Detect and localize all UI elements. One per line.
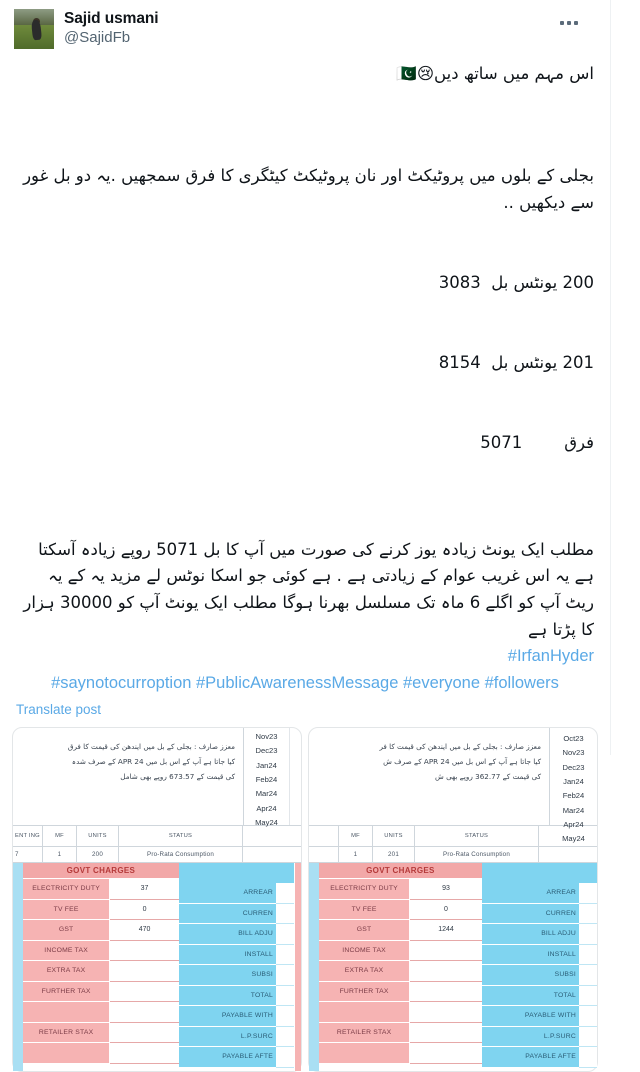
charge-value — [410, 961, 482, 982]
bill-right-months-column — [549, 728, 597, 844]
author-handle[interactable]: @SajidFb — [64, 28, 131, 46]
charge-label — [23, 1043, 110, 1064]
summary-row — [482, 924, 597, 945]
charge-label: RETAILER STAX — [23, 1023, 110, 1044]
table-header-row — [13, 826, 301, 847]
summary-value — [579, 965, 597, 986]
summary-panel-top-pad — [482, 863, 597, 883]
summary-label: ARREAR — [482, 883, 579, 904]
charge-row — [23, 1002, 179, 1023]
summary-label: BILL ADJU — [482, 924, 579, 945]
cell-spacer — [539, 847, 597, 863]
charge-value — [110, 1002, 179, 1023]
summary-row — [482, 1047, 597, 1068]
govt-charges-title: GOVT CHARGES — [23, 863, 179, 879]
post-text-line-1: اس مہم میں ساتھ دیں😢🇵🇰 — [396, 64, 594, 83]
bill-right-meter-table — [309, 826, 597, 863]
summary-value — [276, 1047, 294, 1068]
cell-units: 201 — [373, 847, 415, 863]
month-item: Feb24 — [562, 791, 585, 801]
avatar[interactable] — [14, 9, 54, 49]
summary-value — [579, 1006, 597, 1027]
col-header-spacer — [539, 826, 597, 847]
bill-left-notice-text — [13, 728, 243, 825]
month-item: Oct23 — [563, 734, 584, 744]
charge-row — [23, 941, 179, 962]
summary-value — [276, 965, 294, 986]
table-row — [13, 847, 301, 863]
charge-label: GST — [23, 920, 110, 941]
table-row — [309, 847, 597, 863]
bill-right-charges — [309, 863, 597, 1071]
author-names — [64, 9, 158, 46]
summary-value — [276, 924, 294, 945]
charge-label — [23, 1002, 110, 1023]
summary-label: INSTALL — [179, 945, 276, 966]
summary-row — [482, 945, 597, 966]
charge-row — [319, 879, 482, 900]
summary-row — [482, 965, 597, 986]
hashtag-line-2[interactable]: #saynotocurroption #PublicAwarenessMessage #everyone #followers — [51, 673, 559, 692]
charge-label: INCOME TAX — [23, 941, 110, 962]
charge-row — [23, 920, 179, 941]
charge-row — [23, 961, 179, 982]
col-header-units: UNITS — [77, 826, 119, 847]
summary-label: CURREN — [179, 904, 276, 925]
cell-ent: 7 — [13, 847, 43, 863]
charge-value: 93 — [410, 879, 482, 900]
summary-label: ARREAR — [179, 883, 276, 904]
summary-value — [276, 1027, 294, 1048]
media-attachments — [0, 727, 610, 1072]
bill-left-edge-column — [289, 728, 301, 825]
charge-value: 1244 — [410, 920, 482, 941]
col-header-spacer — [243, 826, 301, 847]
cell-status: Pro-Rata Consumption — [119, 847, 243, 863]
charge-value — [410, 1002, 482, 1023]
month-item: Mar24 — [255, 789, 278, 799]
month-item: Nov23 — [562, 748, 585, 758]
charge-label: ELECTRICITY DUTY — [23, 879, 110, 900]
charge-label: FURTHER TAX — [23, 982, 110, 1003]
charge-row — [23, 982, 179, 1003]
charge-row — [319, 920, 482, 941]
bill-left-meter-table — [13, 826, 301, 863]
notice-line-3: کی قیمت کے 362.77 روپے بھی ش — [435, 771, 541, 781]
notice-line-1: معزز صارف : بجلی کے بل میں ایندھن کی قیمت کا فرق — [67, 742, 235, 752]
charge-row — [23, 1023, 179, 1044]
col-header-units: UNITS — [373, 826, 415, 847]
month-item: May24 — [255, 817, 278, 827]
charge-row — [23, 900, 179, 921]
charge-label: TV FEE — [319, 900, 410, 921]
charge-label: RETAILER STAX — [319, 1023, 410, 1044]
summary-label: INSTALL — [482, 945, 579, 966]
summary-label: CURREN — [482, 904, 579, 925]
cell-ent — [309, 847, 339, 863]
charge-value — [110, 1043, 179, 1064]
notice-line-2: کیا جاتا ہے آپ کے اس بل میں APR 24 کے صرف ش — [383, 756, 541, 766]
bill-left-notice-band — [13, 728, 301, 826]
summary-row — [482, 986, 597, 1007]
month-item: Apr24 — [563, 819, 584, 829]
charge-value — [410, 1043, 482, 1064]
summary-value — [579, 1027, 597, 1048]
bill-right-blue-strip — [309, 863, 319, 1071]
summary-label: L.P.SURC — [482, 1027, 579, 1048]
right-rail-divider — [610, 0, 611, 755]
charge-value — [410, 1023, 482, 1044]
units-200-line: 200 یونٹس بل 3083 — [438, 273, 594, 293]
charge-value — [110, 961, 179, 982]
hashtag-line-1[interactable]: #IrfanHyder — [507, 647, 594, 666]
charge-value — [110, 941, 179, 962]
charge-label: INCOME TAX — [319, 941, 410, 962]
summary-value — [579, 945, 597, 966]
bill-right-summary-panel — [482, 863, 597, 1071]
col-header-ent: ENT ING — [13, 826, 43, 847]
cell-mf: 1 — [339, 847, 373, 863]
charge-label: TV FEE — [23, 900, 110, 921]
bill-left-months-column — [243, 728, 289, 825]
post-text-paragraph-1 — [16, 110, 594, 511]
charge-label — [319, 1043, 410, 1064]
bill-left-blue-strip — [13, 863, 23, 1071]
summary-value — [579, 904, 597, 925]
bill-left-govt-charges — [23, 863, 179, 1071]
summary-value — [579, 986, 597, 1007]
summary-row — [482, 883, 597, 904]
col-header-status: STATUS — [415, 826, 539, 847]
bill-left-summary-panel — [179, 863, 294, 1071]
cell-spacer — [243, 847, 301, 863]
summary-value — [276, 945, 294, 966]
summary-label: L.P.SURC — [179, 1027, 276, 1048]
summary-row — [179, 1027, 294, 1048]
month-item: Jan24 — [563, 777, 584, 787]
charge-label: ELECTRICITY DUTY — [319, 879, 410, 900]
col-header-ent — [309, 826, 339, 847]
summary-row — [179, 924, 294, 945]
dot-3 — [574, 21, 578, 25]
charge-label: FURTHER TAX — [319, 982, 410, 1003]
bill-image-right[interactable] — [308, 727, 598, 1072]
cell-status: Pro-Rata Consumption — [415, 847, 539, 863]
cell-mf: 1 — [43, 847, 77, 863]
summary-label: PAYABLE AFTE — [179, 1047, 276, 1068]
post-body — [0, 61, 610, 717]
post-header — [0, 0, 610, 49]
summary-value — [276, 883, 294, 904]
units-201-line: 201 یونٹس بل 8154 — [438, 353, 594, 373]
summary-label: PAYABLE AFTE — [482, 1047, 579, 1068]
summary-label: SUBSI — [482, 965, 579, 986]
month-item: Apr24 — [256, 803, 277, 813]
charge-row — [319, 982, 482, 1003]
charge-value: 0 — [410, 900, 482, 921]
summary-value — [579, 1047, 597, 1068]
charge-row — [23, 879, 179, 900]
summary-row — [482, 1006, 597, 1027]
month-item: Jan24 — [256, 760, 277, 770]
charge-row — [319, 941, 482, 962]
notice-line-1: معزز صارف : بجلی کے بل میں ایندھن کی قیمت کا فر — [379, 742, 541, 752]
notice-line-2: کیا جاتا ہے آپ کے اس بل میں APR 24 کے صرف شدہ — [71, 756, 235, 766]
summary-label: BILL ADJU — [179, 924, 276, 945]
notice-line-3: کی قیمت کے 673.57 روپے بھی شامل — [120, 771, 235, 781]
summary-value — [276, 1006, 294, 1027]
charge-label: EXTRA TAX — [319, 961, 410, 982]
month-item: Dec23 — [562, 762, 585, 772]
summary-label: SUBSI — [179, 965, 276, 986]
month-item: Nov23 — [255, 732, 278, 742]
charge-value — [410, 941, 482, 962]
charge-row — [319, 1002, 482, 1023]
charge-row — [319, 1023, 482, 1044]
summary-row — [179, 1047, 294, 1068]
summary-value — [579, 924, 597, 945]
summary-value — [276, 986, 294, 1007]
dot-2 — [567, 21, 571, 25]
summary-label: TOTAL — [179, 986, 276, 1007]
bill-left-right-edge — [294, 863, 301, 1071]
bill-left-charges — [13, 863, 301, 1071]
summary-label: PAYABLE WITH — [482, 1006, 579, 1027]
summary-row — [179, 945, 294, 966]
month-item: Mar24 — [562, 805, 585, 815]
charge-row — [23, 1043, 179, 1064]
paragraph-1-text: بجلی کے بلوں میں پروٹیکٹ اور نان پروٹیکٹ کیٹگری کا فرق سمجھیں .یہ دو بل غور سے دیکھیں .. — [17, 166, 594, 212]
post-text-paragraph-2: مطلب ایک یونٹ زیادہ یوز کرنے کی صورت میں آپ کا بل 5071 روپے زیادہ آسکتا ہے یہ اس غریب عوام کے زیادتی ہے . ہے کوئی جو اسکا نوٹس لے مزید یہ کے یہ ریٹ آپ کو اگلے 6 ماہ تک مسلسل بھرنا ہوگا مطلب ایک یونٹ آپ کو 30000 ہزار کا پڑتا ہے — [18, 539, 594, 639]
bill-right-notice-text — [309, 728, 549, 825]
summary-label: TOTAL — [482, 986, 579, 1007]
charge-row — [319, 900, 482, 921]
charge-value — [110, 982, 179, 1003]
summary-value — [276, 904, 294, 925]
summary-row — [179, 965, 294, 986]
charge-value: 37 — [110, 879, 179, 900]
summary-row — [179, 883, 294, 904]
summary-row — [482, 1027, 597, 1048]
summary-row — [179, 986, 294, 1007]
col-header-mf: MF — [43, 826, 77, 847]
charge-value: 0 — [110, 900, 179, 921]
summary-row — [482, 904, 597, 925]
charge-value — [410, 982, 482, 1003]
summary-row — [179, 904, 294, 925]
author-display-name: Sajid usmani — [64, 10, 159, 27]
charge-value: 470 — [110, 920, 179, 941]
govt-charges-title: GOVT CHARGES — [319, 863, 482, 879]
cell-units: 200 — [77, 847, 119, 863]
col-header-mf: MF — [339, 826, 373, 847]
difference-line: فرق 5071 — [480, 433, 594, 453]
summary-panel-top-pad — [179, 863, 294, 883]
translate-post-link[interactable]: Translate post — [16, 702, 102, 718]
charge-row — [319, 1043, 482, 1064]
summary-label: PAYABLE WITH — [179, 1006, 276, 1027]
bill-right-govt-charges — [319, 863, 482, 1071]
more-options-icon[interactable] — [554, 14, 584, 32]
charge-value — [110, 1023, 179, 1044]
charge-label — [319, 1002, 410, 1023]
charge-row — [319, 961, 482, 982]
summary-value — [579, 883, 597, 904]
bill-image-left[interactable] — [12, 727, 302, 1072]
charge-label: GST — [319, 920, 410, 941]
col-header-status: STATUS — [119, 826, 243, 847]
charge-label: EXTRA TAX — [23, 961, 110, 982]
table-header-row — [309, 826, 597, 847]
dot-1 — [560, 21, 564, 25]
month-item: May24 — [562, 834, 585, 844]
month-item: Feb24 — [255, 775, 278, 785]
month-item: Dec23 — [255, 746, 278, 756]
summary-row — [179, 1006, 294, 1027]
